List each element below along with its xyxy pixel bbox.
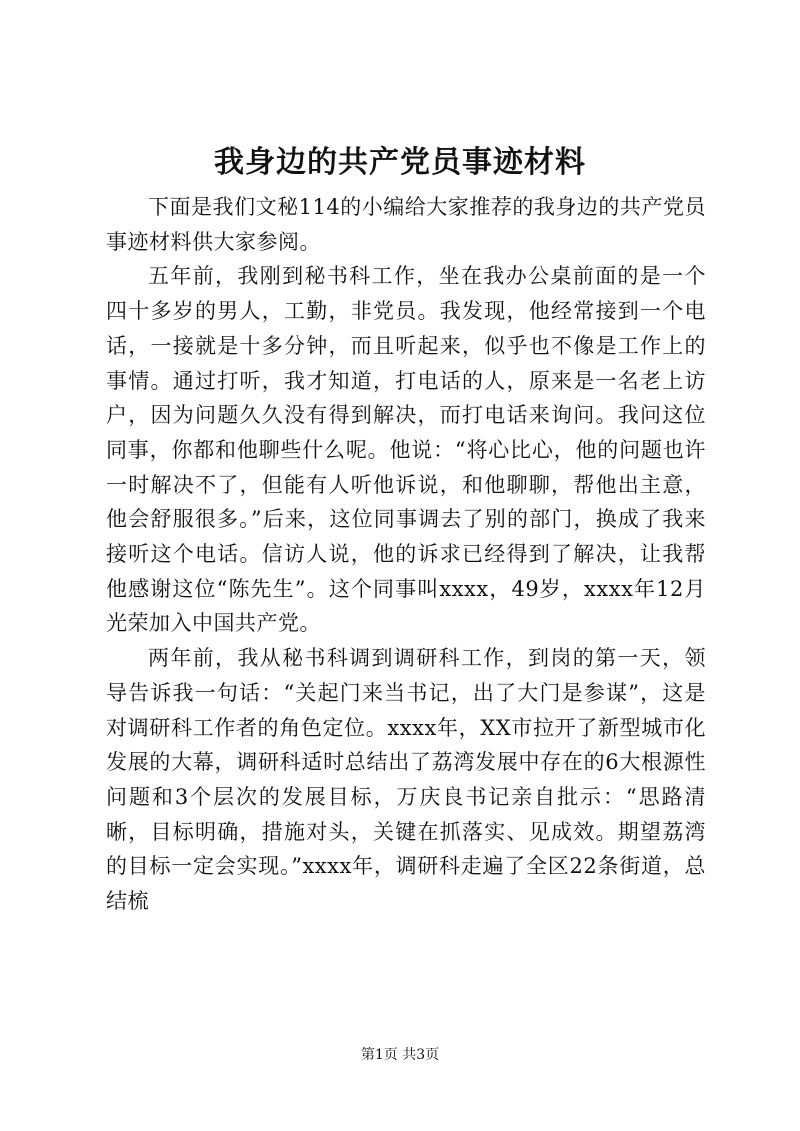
- paragraph-two-years-ago: 两年前，我从秘书科调到调研科工作，到岗的第一天，领导告诉我一句话：“关起门来当书记，出了大门是参谋”，这是对调研科工作者的角色定位。xxxx年，XX市拉开了新型城市化发展的大幕，调研科适时总结出了荔湾发展中存在的6大根源性问题和3个层次的发展目标，万庆良书记亲自批示：“思路清晰，目标明确，措施对头，关键在抓落实、见成效。期望荔湾的目标一定会实现。”xxxx年，调研科走遍了全区22条街道，总结梳: [106, 646, 706, 914]
- paragraph-intro: 下面是我们文秘114的小编给大家推荐的我身边的共产党员事迹材料供大家参阅。: [106, 195, 706, 254]
- page-footer: 第1页 共3页: [360, 1047, 440, 1063]
- paragraph-five-years-ago: 五年前，我刚到秘书科工作，坐在我办公桌前面的是一个四十多岁的男人，工勤，非党员。我发现，他经常接到一个电话，一接就是十多分钟，而且听起来，似乎也不像是工作上的事情。通过打听，我才知道，打电话的人，原来是一名老上访户，因为问题久久没有得到解决，而打电话来询问。我问这位同事，你都和他聊些什么呢。他说：“将心比心，他的问题也许一时解决不了，但能有人听他诉说，和他聊聊，帮他出主意，他会舒服很多。”后来，这位同事调去了别的部门，换成了我来接听这个电话。信访人说，他的诉求已经得到了解决，让我帮他感谢这位“陈先生”。这个同事叫xxxx，49岁，xxxx年12月光荣加入中国共产党。: [106, 264, 706, 636]
- page-title: 我身边的共产党员事迹材料: [214, 145, 586, 180]
- document-body: [106, 190, 706, 919]
